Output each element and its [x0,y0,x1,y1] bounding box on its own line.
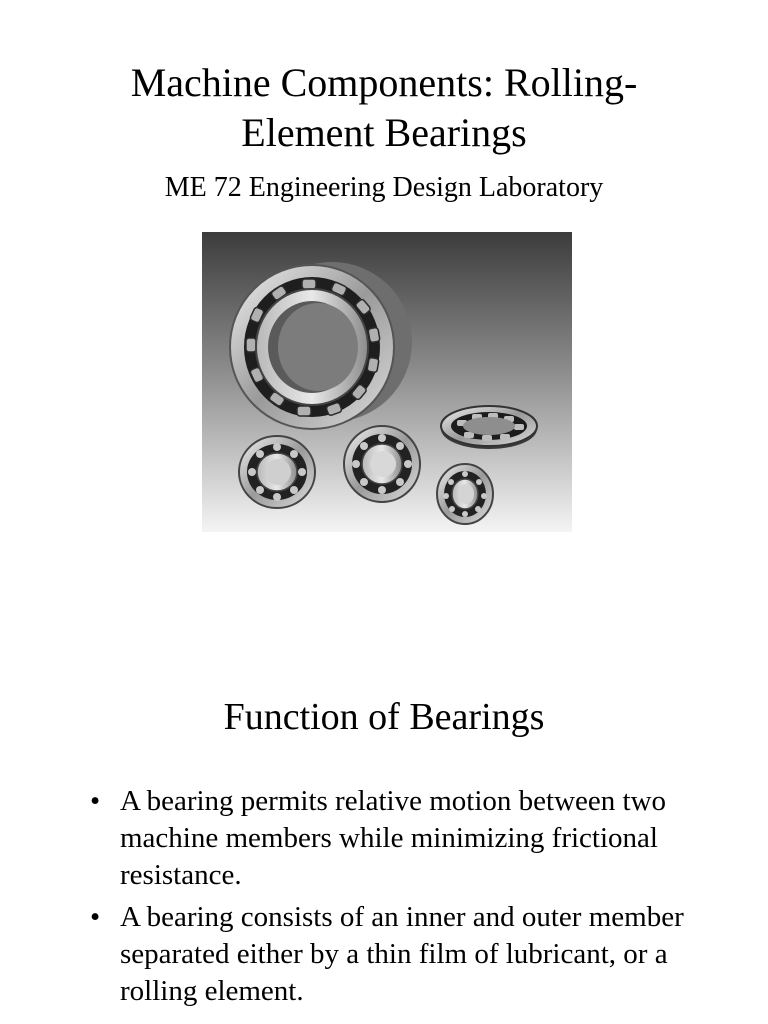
slide-title-line-2: Element Bearings [241,110,527,155]
small-bearing-left [239,436,315,508]
bullet-text: A bearing consists of an inner and outer member separated either by a thin film of lubricant, or a rolling element. [120,901,684,1007]
slide-subtitle: ME 72 Engineering Design Laboratory [164,172,604,203]
bullet-list [88,783,688,1015]
bullet-item [88,783,688,894]
thrust-bearing [441,406,537,449]
bullet-marker: • [90,901,101,933]
small-bearing-right [437,464,493,524]
bullet-item [88,899,688,1010]
small-bearing-middle [344,426,420,502]
bearings-photo [202,232,572,532]
slide-title-line-1: Machine Components: Rolling- [130,60,638,105]
bullet-marker: • [90,785,101,817]
slide-title [0,58,768,158]
bullet-text: A bearing permits relative motion between two machine members while minimizing frictional resistance. [120,785,667,891]
section-title: Function of Bearings [223,696,545,738]
